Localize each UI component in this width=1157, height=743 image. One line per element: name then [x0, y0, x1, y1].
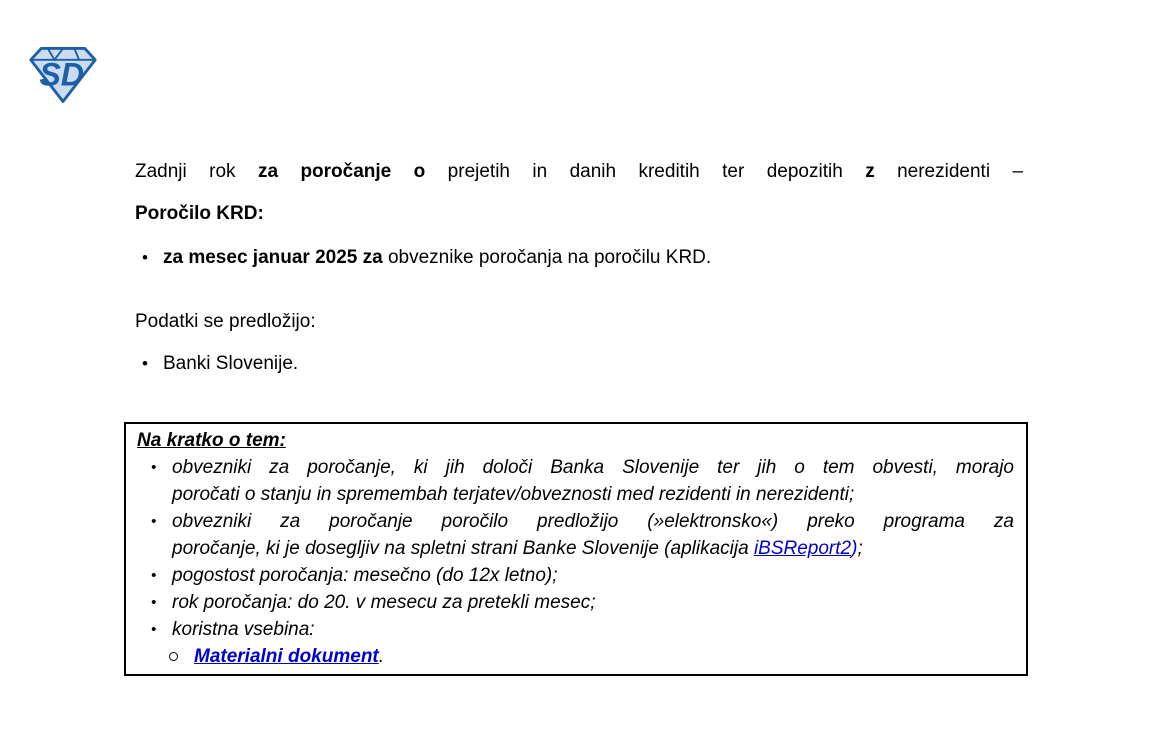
list-item-text: pogostost poročanja: mesečno (do 12x letno);: [172, 565, 558, 586]
list-item: [137, 616, 1014, 643]
heading: [135, 151, 1023, 235]
circle-bullet-icon: [169, 652, 178, 661]
info-box: [124, 422, 1028, 676]
heading-line2: [135, 193, 1023, 235]
bullet-dot-icon: •: [151, 621, 157, 638]
bullet-bold-run: za mesec januar 2025 za: [163, 247, 383, 268]
list-item: [137, 454, 1014, 508]
materialni-dokument-link[interactable]: Materialni dokument: [194, 646, 379, 667]
bullet-dot-icon: •: [151, 459, 157, 476]
list-item: [135, 343, 1023, 385]
bullet-dot-icon: •: [142, 248, 148, 267]
list-item-text: [163, 237, 711, 279]
list-item-text: [172, 454, 1014, 508]
item-run: poročanje, ki je dosegljiv na spletni strani Banke Slovenije (aplikacija: [172, 538, 754, 559]
item-run: ;: [857, 538, 863, 559]
heading-bold-run: Poročilo KRD:: [135, 203, 264, 224]
list-item: [135, 237, 1023, 279]
sd-diamond-logo: [27, 45, 99, 105]
bullet-run: obveznike poročanja na poročilu KRD.: [382, 247, 712, 268]
ibsreport2-link[interactable]: iBSReport2: [753, 538, 852, 559]
heading-run: Zadnji rok: [135, 161, 258, 182]
item-line: poročati o stanju in spremembah terjatev/obveznosti med rezidenti in nerezidenti;: [172, 484, 855, 505]
sub-list-item-text: [194, 643, 384, 670]
item-line: obvezniki za poročanje poročilo predložijo (»elektronsko«) preko programa za: [172, 511, 1014, 532]
heading-bold-run: z: [865, 161, 875, 182]
bullet-dot-icon: •: [151, 513, 157, 530]
item-line: obvezniki za poročanje, ki jih določi Banka Slovenije ter jih o tem obvesti, morajo: [172, 457, 1014, 478]
list-item-text: koristna vsebina:: [172, 619, 315, 640]
heading-line1: [135, 151, 1023, 193]
info-box-title: Na kratko o tem:: [137, 430, 286, 451]
heading-run: prejetih in danih kreditih ter depozitih: [425, 161, 866, 182]
bullet-dot-icon: •: [151, 567, 157, 584]
list-item-text: Banki Slovenije.: [163, 353, 299, 374]
list-item: [137, 589, 1014, 616]
list-item: [137, 508, 1014, 562]
bullet-dot-icon: •: [151, 594, 157, 611]
logo-letters: SD: [39, 56, 85, 93]
list-item: [137, 562, 1014, 589]
podatki-label: Podatki se predložijo:: [135, 311, 316, 332]
list-item-text: [172, 508, 1014, 562]
sub-list-item: [137, 643, 1014, 670]
bullet-dot-icon: •: [142, 354, 148, 373]
heading-bold-run: za poročanje o: [257, 161, 426, 182]
item-run: .: [378, 646, 385, 667]
heading-run: nerezidenti –: [874, 161, 1024, 182]
list-item-text: rok poročanja: do 20. v mesecu za pretekli mesec;: [172, 592, 596, 613]
item-run: ): [851, 538, 858, 559]
item-line: [172, 535, 1014, 562]
